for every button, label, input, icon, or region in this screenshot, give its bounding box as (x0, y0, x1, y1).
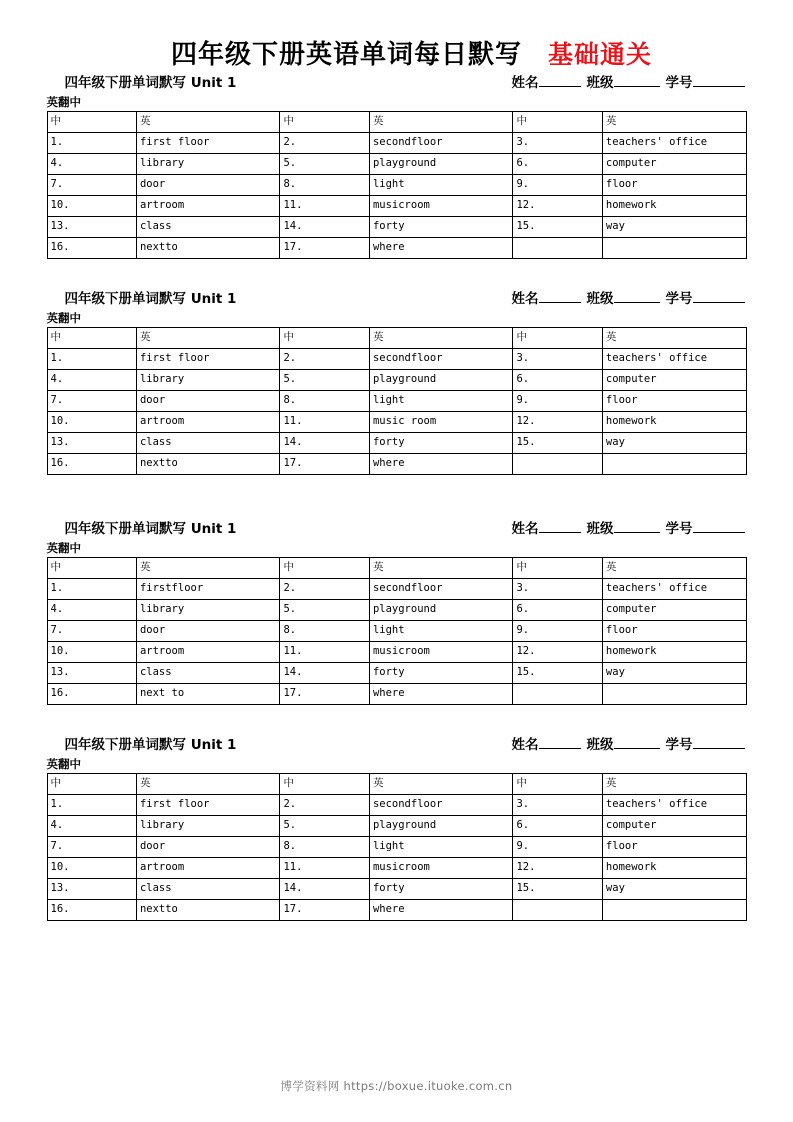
english-word-cell[interactable]: class (136, 433, 280, 454)
english-word-cell[interactable] (602, 238, 746, 259)
item-number-cell: 11. (280, 642, 369, 663)
name-field-label: 姓名 (511, 75, 539, 91)
item-number-cell: 11. (280, 858, 369, 879)
table-header-cell: 中 (280, 328, 369, 349)
english-word-cell[interactable]: musicroom (369, 858, 513, 879)
name-field (512, 733, 581, 753)
page-title (0, 0, 793, 71)
class-field-label: 班级 (586, 291, 614, 307)
item-number-cell: 2. (280, 795, 369, 816)
item-number-cell: 1. (47, 133, 136, 154)
section-spacer (0, 475, 793, 517)
item-number-cell: 10. (47, 412, 136, 433)
table-header-cell: 英 (369, 112, 513, 133)
number-field (666, 71, 745, 91)
item-number-cell: 1. (47, 795, 136, 816)
number-field-label: 学号 (665, 737, 693, 753)
table-row (47, 684, 746, 705)
english-word-cell[interactable]: class (136, 879, 280, 900)
english-word-cell[interactable]: light (369, 175, 513, 196)
english-word-cell[interactable]: forty (369, 879, 513, 900)
number-input-line[interactable] (693, 748, 745, 749)
english-word-cell[interactable]: homework (602, 196, 746, 217)
table-row (47, 600, 746, 621)
english-word-cell[interactable]: way (602, 879, 746, 900)
english-word-cell[interactable]: artroom (136, 412, 280, 433)
item-number-cell: 9. (513, 175, 602, 196)
english-word-cell[interactable]: forty (369, 433, 513, 454)
english-word-cell[interactable]: secondfloor (369, 133, 513, 154)
table-header-cell: 英 (136, 558, 280, 579)
english-word-cell[interactable]: way (602, 217, 746, 238)
item-number-cell: 4. (47, 154, 136, 175)
english-word-cell[interactable]: floor (602, 175, 746, 196)
english-word-cell[interactable]: artroom (136, 858, 280, 879)
item-number-cell: 5. (280, 370, 369, 391)
english-word-cell[interactable]: computer (602, 816, 746, 837)
english-word-cell[interactable]: artroom (136, 196, 280, 217)
english-word-cell[interactable]: light (369, 621, 513, 642)
table-header-cell: 中 (47, 558, 136, 579)
student-info-fields (512, 287, 747, 307)
item-number-cell: 8. (280, 175, 369, 196)
table-row (47, 433, 746, 454)
item-number-cell: 17. (280, 454, 369, 475)
item-number-cell: 9. (513, 837, 602, 858)
table-row (47, 217, 746, 238)
number-field-label: 学号 (665, 521, 693, 537)
item-number-cell: 6. (513, 816, 602, 837)
item-number-cell: 3. (513, 579, 602, 600)
english-word-cell[interactable]: where (369, 900, 513, 921)
item-number-cell: 15. (513, 663, 602, 684)
english-word-cell[interactable]: light (369, 391, 513, 412)
item-number-cell: 4. (47, 600, 136, 621)
item-number-cell: 8. (280, 391, 369, 412)
item-number-cell: 16. (47, 684, 136, 705)
table-row (47, 238, 746, 259)
english-word-cell[interactable]: light (369, 837, 513, 858)
section-header (47, 517, 747, 537)
table-row (47, 349, 746, 370)
item-number-cell: 10. (47, 642, 136, 663)
footer-watermark: 博学资料网 https://boxue.ituoke.com.cn (280, 1079, 513, 1093)
table-header-cell: 英 (369, 558, 513, 579)
worksheet-section (47, 287, 747, 475)
item-number-cell: 5. (280, 816, 369, 837)
item-number-cell: 10. (47, 858, 136, 879)
item-number-cell (513, 454, 602, 475)
class-field-label: 班级 (586, 521, 614, 537)
number-field (666, 733, 745, 753)
item-number-cell: 9. (513, 391, 602, 412)
table-row (47, 900, 746, 921)
english-word-cell[interactable]: way (602, 663, 746, 684)
english-word-cell[interactable]: door (136, 621, 280, 642)
english-word-cell[interactable]: playground (369, 154, 513, 175)
item-number-cell: 4. (47, 816, 136, 837)
english-word-cell[interactable]: nextto (136, 900, 280, 921)
name-input-line[interactable] (539, 86, 581, 87)
table-header-cell: 中 (280, 558, 369, 579)
name-input-line[interactable] (539, 532, 581, 533)
class-field (587, 733, 660, 753)
number-input-line[interactable] (693, 532, 745, 533)
english-word-cell[interactable]: homework (602, 412, 746, 433)
class-input-line[interactable] (614, 302, 660, 303)
item-number-cell: 3. (513, 795, 602, 816)
table-header-cell: 英 (602, 112, 746, 133)
english-word-cell[interactable]: where (369, 454, 513, 475)
table-header-cell: 英 (369, 774, 513, 795)
student-info-fields (512, 733, 747, 753)
table-header-cell: 英 (602, 774, 746, 795)
english-word-cell[interactable]: library (136, 816, 280, 837)
english-word-cell[interactable]: playground (369, 816, 513, 837)
section-spacer (0, 705, 793, 733)
item-number-cell: 13. (47, 433, 136, 454)
table-header-cell: 英 (602, 558, 746, 579)
table-header-cell: 英 (602, 328, 746, 349)
english-word-cell[interactable]: door (136, 837, 280, 858)
english-word-cell[interactable] (602, 900, 746, 921)
translation-direction-label: 英翻中 (46, 311, 81, 325)
english-word-cell[interactable]: way (602, 433, 746, 454)
class-field (587, 71, 660, 91)
table-row (47, 196, 746, 217)
page-title-main: 四年级下册英语单词每日默写 (170, 40, 522, 70)
word-table (47, 111, 747, 259)
translation-direction-label: 英翻中 (46, 95, 81, 109)
item-number-cell: 7. (47, 391, 136, 412)
student-info-fields (512, 517, 747, 537)
english-word-cell[interactable]: library (136, 370, 280, 391)
table-header-row (47, 774, 746, 795)
english-word-cell[interactable]: forty (369, 663, 513, 684)
number-input-line[interactable] (693, 86, 745, 87)
english-word-cell[interactable]: computer (602, 154, 746, 175)
section-header (47, 287, 747, 307)
english-word-cell[interactable]: class (136, 217, 280, 238)
english-word-cell[interactable]: artroom (136, 642, 280, 663)
word-table (47, 327, 747, 475)
english-word-cell[interactable]: nextto (136, 238, 280, 259)
unit-title: 四年级下册单词默写 Unit 1 (64, 737, 237, 753)
name-input-line[interactable] (539, 748, 581, 749)
english-word-cell[interactable]: firstfloor (136, 579, 280, 600)
worksheet-section (47, 517, 747, 705)
class-field-label: 班级 (586, 75, 614, 91)
item-number-cell: 15. (513, 879, 602, 900)
english-word-cell[interactable]: first floor (136, 133, 280, 154)
name-field (512, 517, 581, 537)
item-number-cell: 5. (280, 154, 369, 175)
english-word-cell[interactable]: teachers' office (602, 133, 746, 154)
table-row (47, 175, 746, 196)
item-number-cell: 2. (280, 579, 369, 600)
table-header-cell: 英 (369, 328, 513, 349)
item-number-cell: 6. (513, 154, 602, 175)
item-number-cell: 12. (513, 642, 602, 663)
table-header-cell: 英 (136, 774, 280, 795)
table-row (47, 642, 746, 663)
item-number-cell: 12. (513, 412, 602, 433)
table-header-cell: 中 (513, 558, 602, 579)
number-input-line[interactable] (693, 302, 745, 303)
translation-direction-label: 英翻中 (46, 757, 81, 771)
english-word-cell[interactable]: nextto (136, 454, 280, 475)
item-number-cell: 13. (47, 879, 136, 900)
table-row (47, 795, 746, 816)
class-input-line[interactable] (614, 748, 660, 749)
name-input-line[interactable] (539, 302, 581, 303)
number-field-label: 学号 (665, 75, 693, 91)
name-field (512, 71, 581, 91)
item-number-cell: 1. (47, 349, 136, 370)
item-number-cell: 2. (280, 133, 369, 154)
english-word-cell[interactable]: music room (369, 412, 513, 433)
word-table (47, 557, 747, 705)
section-spacer (0, 921, 793, 949)
item-number-cell: 15. (513, 217, 602, 238)
english-word-cell[interactable]: homework (602, 858, 746, 879)
item-number-cell: 14. (280, 879, 369, 900)
english-word-cell[interactable]: computer (602, 600, 746, 621)
table-row (47, 858, 746, 879)
english-word-cell[interactable]: first floor (136, 349, 280, 370)
page-title-accent: 基础通关 (548, 40, 653, 69)
table-header-cell: 中 (280, 774, 369, 795)
translation-direction-label: 英翻中 (46, 541, 81, 555)
item-number-cell: 7. (47, 837, 136, 858)
english-word-cell[interactable]: musicroom (369, 642, 513, 663)
english-word-cell[interactable]: secondfloor (369, 795, 513, 816)
item-number-cell: 2. (280, 349, 369, 370)
english-word-cell[interactable]: teachers' office (602, 579, 746, 600)
table-header-cell: 中 (47, 112, 136, 133)
table-row (47, 816, 746, 837)
item-number-cell: 9. (513, 621, 602, 642)
item-number-cell: 16. (47, 454, 136, 475)
class-field (587, 287, 660, 307)
english-word-cell[interactable]: secondfloor (369, 579, 513, 600)
english-word-cell[interactable]: floor (602, 391, 746, 412)
item-number-cell: 17. (280, 238, 369, 259)
item-number-cell: 8. (280, 837, 369, 858)
english-word-cell[interactable]: teachers' office (602, 349, 746, 370)
table-header-cell: 中 (47, 328, 136, 349)
item-number-cell: 17. (280, 684, 369, 705)
worksheet-section (47, 733, 747, 921)
table-row (47, 621, 746, 642)
item-number-cell: 16. (47, 900, 136, 921)
item-number-cell: 5. (280, 600, 369, 621)
table-row (47, 370, 746, 391)
english-word-cell[interactable]: playground (369, 370, 513, 391)
table-row (47, 133, 746, 154)
item-number-cell: 4. (47, 370, 136, 391)
item-number-cell (513, 238, 602, 259)
item-number-cell: 15. (513, 433, 602, 454)
item-number-cell: 11. (280, 196, 369, 217)
table-header-row (47, 112, 746, 133)
item-number-cell: 14. (280, 663, 369, 684)
english-word-cell[interactable]: homework (602, 642, 746, 663)
class-input-line[interactable] (614, 86, 660, 87)
student-info-fields (512, 71, 747, 91)
item-number-cell: 1. (47, 579, 136, 600)
english-word-cell[interactable]: first floor (136, 795, 280, 816)
item-number-cell: 13. (47, 663, 136, 684)
item-number-cell: 12. (513, 858, 602, 879)
word-table (47, 773, 747, 921)
english-word-cell[interactable] (602, 454, 746, 475)
unit-title: 四年级下册单词默写 Unit 1 (64, 75, 237, 91)
english-word-cell[interactable]: class (136, 663, 280, 684)
item-number-cell: 3. (513, 133, 602, 154)
number-field-label: 学号 (665, 291, 693, 307)
item-number-cell: 16. (47, 238, 136, 259)
table-header-row (47, 558, 746, 579)
class-field-label: 班级 (586, 737, 614, 753)
item-number-cell: 11. (280, 412, 369, 433)
unit-title: 四年级下册单词默写 Unit 1 (64, 521, 237, 537)
english-word-cell[interactable]: floor (602, 621, 746, 642)
name-field (512, 287, 581, 307)
section-spacer (0, 259, 793, 287)
number-field (666, 517, 745, 537)
item-number-cell: 7. (47, 621, 136, 642)
english-word-cell[interactable]: computer (602, 370, 746, 391)
table-header-cell: 中 (513, 328, 602, 349)
unit-title: 四年级下册单词默写 Unit 1 (64, 291, 237, 307)
english-word-cell[interactable]: teachers' office (602, 795, 746, 816)
english-word-cell[interactable]: door (136, 391, 280, 412)
item-number-cell (513, 684, 602, 705)
item-number-cell: 6. (513, 600, 602, 621)
table-header-cell: 中 (280, 112, 369, 133)
table-row (47, 663, 746, 684)
table-row (47, 837, 746, 858)
table-row (47, 579, 746, 600)
table-header-row (47, 328, 746, 349)
english-word-cell[interactable]: playground (369, 600, 513, 621)
name-field-label: 姓名 (511, 737, 539, 753)
english-word-cell[interactable]: door (136, 175, 280, 196)
item-number-cell: 6. (513, 370, 602, 391)
item-number-cell: 14. (280, 217, 369, 238)
table-header-cell: 中 (513, 774, 602, 795)
english-word-cell[interactable] (602, 684, 746, 705)
english-word-cell[interactable]: library (136, 600, 280, 621)
item-number-cell: 7. (47, 175, 136, 196)
class-input-line[interactable] (614, 532, 660, 533)
item-number-cell: 17. (280, 900, 369, 921)
english-word-cell[interactable]: secondfloor (369, 349, 513, 370)
table-row (47, 454, 746, 475)
english-word-cell[interactable]: where (369, 684, 513, 705)
name-field-label: 姓名 (511, 521, 539, 537)
item-number-cell: 10. (47, 196, 136, 217)
class-field (587, 517, 660, 537)
item-number-cell: 8. (280, 621, 369, 642)
english-word-cell[interactable]: floor (602, 837, 746, 858)
english-word-cell[interactable]: where (369, 238, 513, 259)
section-header (47, 71, 747, 91)
table-header-cell: 中 (513, 112, 602, 133)
table-row (47, 879, 746, 900)
item-number-cell: 12. (513, 196, 602, 217)
english-word-cell[interactable]: library (136, 154, 280, 175)
item-number-cell (513, 900, 602, 921)
table-header-cell: 英 (136, 112, 280, 133)
section-header (47, 733, 747, 753)
english-word-cell[interactable]: forty (369, 217, 513, 238)
table-row (47, 154, 746, 175)
name-field-label: 姓名 (511, 291, 539, 307)
item-number-cell: 3. (513, 349, 602, 370)
sections-container (0, 71, 793, 949)
item-number-cell: 13. (47, 217, 136, 238)
number-field (666, 287, 745, 307)
english-word-cell[interactable]: musicroom (369, 196, 513, 217)
worksheet-section (47, 71, 747, 259)
table-row (47, 391, 746, 412)
table-row (47, 412, 746, 433)
table-header-cell: 中 (47, 774, 136, 795)
item-number-cell: 14. (280, 433, 369, 454)
table-header-cell: 英 (136, 328, 280, 349)
english-word-cell[interactable]: next to (136, 684, 280, 705)
